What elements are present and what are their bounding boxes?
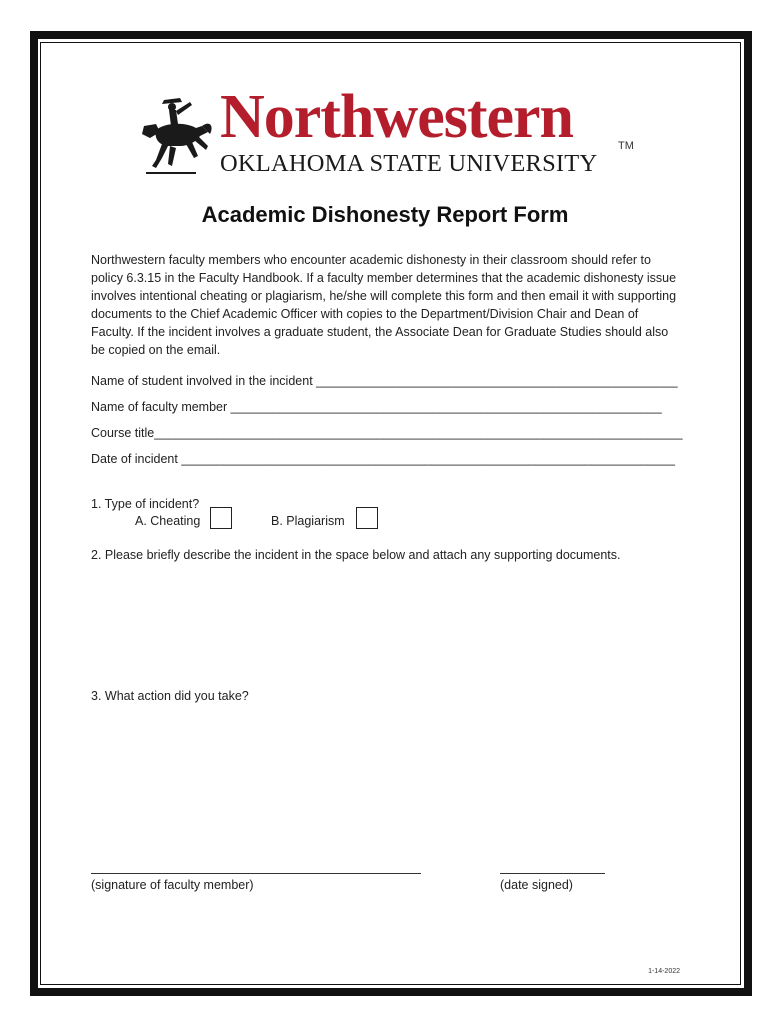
question-3-label: 3. What action did you take? bbox=[91, 689, 249, 703]
plagiarism-checkbox[interactable] bbox=[356, 507, 378, 529]
intro-paragraph: Northwestern faculty members who encounter academic dishonesty in their classroom should refer to policy 6.3.15 in the Faculty Handbook. If a faculty member determines that the academic dishonesty issue involves intentional cheating or plagiarism, he/she will complete this form and then email it with supporting documents to the Chief Academic Officer with copies to the Department/Division Chair and Dean of Faculty. If the incident involves a graduate student, the Associate Dean for Graduate Studies should also be copied on the email. bbox=[91, 253, 677, 357]
student-name-field[interactable]: Name of student involved in the incident ____________________________________________________ bbox=[91, 374, 678, 388]
incident-description-area[interactable] bbox=[91, 568, 681, 678]
cheating-checkbox[interactable] bbox=[210, 507, 232, 529]
faculty-name-field[interactable]: Name of faculty member ______________________________________________________________ bbox=[91, 400, 662, 414]
bronco-rider-icon bbox=[136, 96, 214, 180]
date-signed-label: (date signed) bbox=[500, 878, 573, 892]
faculty-signature-line[interactable] bbox=[91, 873, 421, 874]
question-1-label: 1. Type of incident? bbox=[91, 497, 200, 511]
logo-wordmark: Northwestern bbox=[220, 83, 574, 151]
faculty-signature-label: (signature of faculty member) bbox=[91, 878, 254, 892]
date-signed-line[interactable] bbox=[500, 873, 605, 874]
form-title: Academic Dishonesty Report Form bbox=[201, 202, 569, 227]
revision-date: 1-14-2022 bbox=[648, 968, 680, 975]
logo-university-name: OKLAHOMA STATE UNIVERSITY bbox=[220, 150, 598, 177]
option-cheating-label: A. Cheating bbox=[135, 514, 201, 528]
university-logo bbox=[136, 83, 636, 182]
question-2-label: 2. Please briefly describe the incident in the space below and attach any supporting documents. bbox=[91, 548, 621, 562]
course-title-field[interactable]: Course title____________________________________________________________________________ bbox=[91, 426, 683, 440]
action-taken-area[interactable] bbox=[91, 710, 681, 860]
incident-date-field[interactable]: Date of incident _______________________________________________________________________ bbox=[91, 452, 675, 466]
trademark-symbol: TM bbox=[618, 140, 634, 152]
option-plagiarism-label: B. Plagiarism bbox=[271, 514, 345, 528]
